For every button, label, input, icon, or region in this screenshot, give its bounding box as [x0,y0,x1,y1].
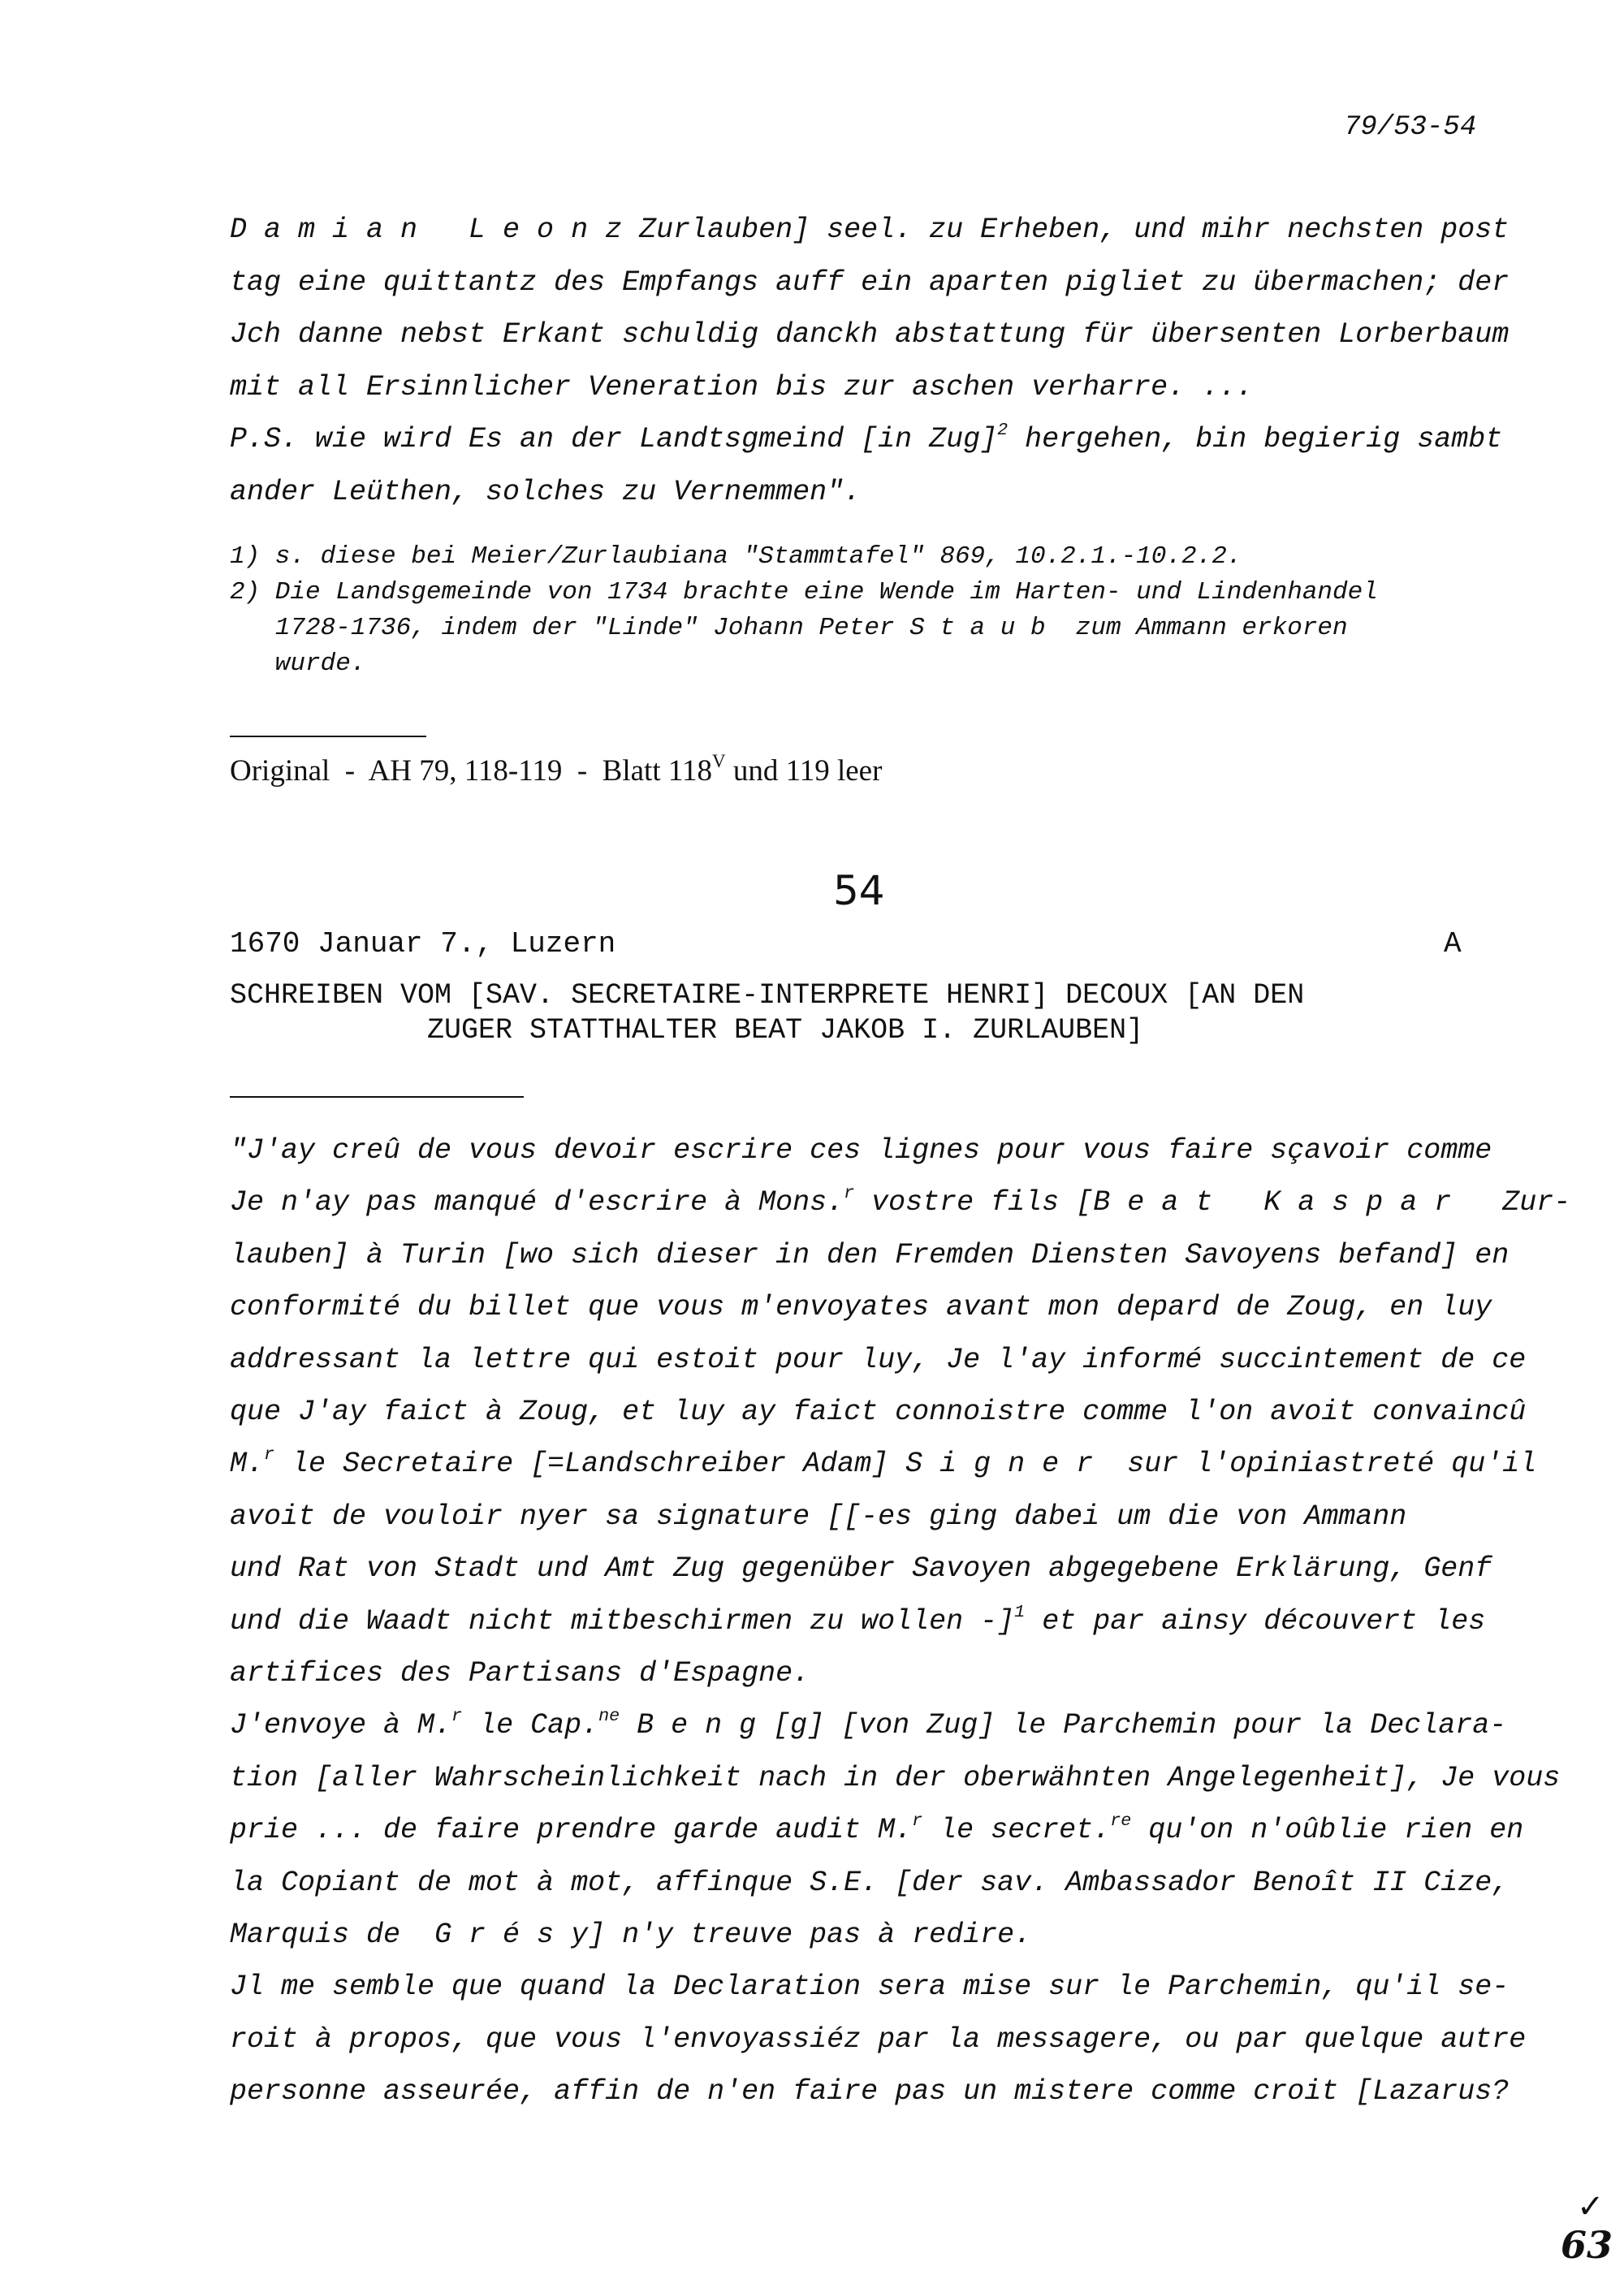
line-segment: le Cap. [462,1709,599,1742]
text-line [230,1343,1527,1376]
text-line [230,1183,1571,1220]
line-segment: Je n'ay pas manqué d'escrire à Mons. [230,1186,844,1220]
footnote-line: 1) s. diese bei Meier/Zurlaubiana "Stammtafel" 869, 10.2.1.-10.2.2. [230,542,1242,571]
text-line [230,1552,1492,1586]
document-heading-line-1: SCHREIBEN VOM [SAV. SECRETAIRE-INTERPRETE HENRI] DECOUX [AN DEN [230,979,1305,1012]
line-segment: addressant la lettre qui estoit pour luy, Je l'ay informé succintement de ce [230,1343,1527,1376]
source-note-text: Original - AH 79, 118-119 - Blatt 118 [230,754,712,788]
superscript: 1 [1014,1601,1026,1622]
line-segment: avoit de vouloir nyer sa signature [[-es ging dabei um die von Ammann [230,1500,1407,1533]
line-segment: prie ... de faire prendre garde audit M. [230,1814,913,1847]
line-segment: Zurlauben] seel. zu Erheben, und mihr nechsten post [622,214,1510,246]
document-heading-line-2: ZUGER STATTHALTER BEAT JAKOB I. ZURLAUBEN] [427,1014,1144,1047]
page-reference: 79/53-54 [1344,112,1477,143]
text-line [230,1444,1537,1481]
check-mark: ✓ [1577,2188,1605,2225]
line-segment: M. [230,1448,265,1481]
source-note-end: und 119 leer [725,754,883,788]
folio-number: 63 [1561,2223,1613,2267]
text-line [230,2075,1510,2109]
line-segment: D a m i a n L e o n z [230,214,623,246]
superscript: r [451,1706,463,1727]
text-line [230,1657,810,1690]
line-segment: P.S. wie wird Es an der Landtsgmeind [in Zug] [230,423,998,455]
line-segment: la Copiant de mot à mot, affinque S.E. [der sav. Ambassador Benoît II Cize, [230,1866,1510,1899]
superscript: r [264,1444,275,1466]
text-line [230,1134,1492,1167]
line-segment: Marquis de G r é s y] n'y treuve pas à redire. [230,1919,1032,1951]
text-line [230,1921,1031,1949]
document-date-place: 1670 Januar 7., Luzern [230,927,616,961]
line-segment: B e n g [g] [von Zug] le Parchemin pour la Declara- [620,1709,1507,1742]
line-segment: mit all Ersinnlicher Veneration bis zur aschen verharre. ... [230,370,1254,404]
line-segment: qu'on n'oûblie rien en [1131,1814,1524,1847]
document-type-code: A [1444,927,1462,961]
line-segment: le Secretaire [=Landschreiber Adam] S i g n e r sur l'opiniastreté qu'il [274,1448,1537,1481]
line-segment: tag eine quittantz des Empfangs auff ein aparten pigliet zu übermachen; der [230,265,1510,299]
line-segment: et par ainsy découvert les [1025,1604,1486,1638]
text-line [230,216,1509,244]
text-line [230,1971,1510,2004]
text-line [230,1238,1510,1271]
text-line [230,265,1510,299]
text-line [230,370,1254,404]
text-line [230,1500,1407,1533]
line-segment: artifices des Partisans d'Espagne. [230,1657,810,1690]
line-segment: hergehen, bin begierig sambt [1008,423,1503,455]
document-number: 54 [833,867,885,914]
line-segment: ander Leüthen, solches zu Vernemmen". [230,475,862,508]
line-segment: personne asseurée, affin de n'en faire pas un mistere comme croit [Lazarus? [230,2075,1510,2109]
line-segment: und Rat von Stadt und Amt Zug gegenüber Savoyen abgegebene Erklärung, Genf [230,1552,1492,1586]
source-note [230,750,883,788]
footnote-line: 2) Die Landsgemeinde von 1734 brachte eine Wende im Harten- und Lindenhandel [230,578,1378,607]
line-segment: lauben] à Turin [wo sich dieser in den Fremden Diensten Savoyens befand] en [230,1238,1510,1271]
line-segment: vostre fils [B e a t K a s p a r Zur- [854,1186,1571,1220]
superscript: ne [598,1706,620,1727]
line-segment: le secret. [922,1814,1111,1847]
line-segment: "J'ay creû de vous devoir escrire ces lignes pour vous faire sçavoir comme [230,1134,1492,1167]
text-line [230,1866,1510,1899]
line-segment: und die Waadt nicht mitbeschirmen zu wollen -] [230,1604,1015,1638]
footnote-line: wurde. [230,650,366,678]
superscript: 2 [997,419,1009,440]
superscript: r [912,1811,923,1831]
text-line [230,1761,1561,1794]
text-line [230,2022,1527,2056]
footnote-line: 1728-1736, indem der "Linde" Johann Peter S t a u b zum Ammann erkoren [230,614,1348,642]
line-segment: Jch danne nebst Erkant schuldig danckh abstattung für übersenten Lorberbaum [230,318,1510,351]
line-segment: Jl me semble que quand la Declaration sera mise sur le Parchemin, qu'il se- [230,1971,1510,2004]
line-segment: conformité du billet que vous m'envoyates avant mon depard de Zoug, en luy [230,1291,1492,1324]
text-line [230,1811,1524,1847]
heading-divider [230,1096,524,1098]
text-line [230,1601,1486,1638]
text-line [230,1293,1492,1322]
line-segment: que J'ay faict à Zoug, et luy ay faict connoistre comme l'on avoit convaincû [230,1396,1527,1428]
superscript: re [1110,1811,1132,1831]
verso-mark: V [712,750,726,771]
line-segment: J'envoye à M. [230,1709,452,1742]
line-segment: roit à propos, que vous l'envoyassiéz par la messagere, ou par quelque autre [230,2022,1527,2056]
source-divider [230,736,426,737]
text-line [230,318,1510,351]
text-line [230,1706,1507,1742]
text-line [230,1398,1526,1427]
text-line [230,419,1503,455]
line-segment: tion [aller Wahrscheinlichkeit nach in der oberwähnten Angelegenheit], Je vous [230,1761,1561,1794]
superscript: r [844,1183,855,1204]
text-line [230,475,862,508]
